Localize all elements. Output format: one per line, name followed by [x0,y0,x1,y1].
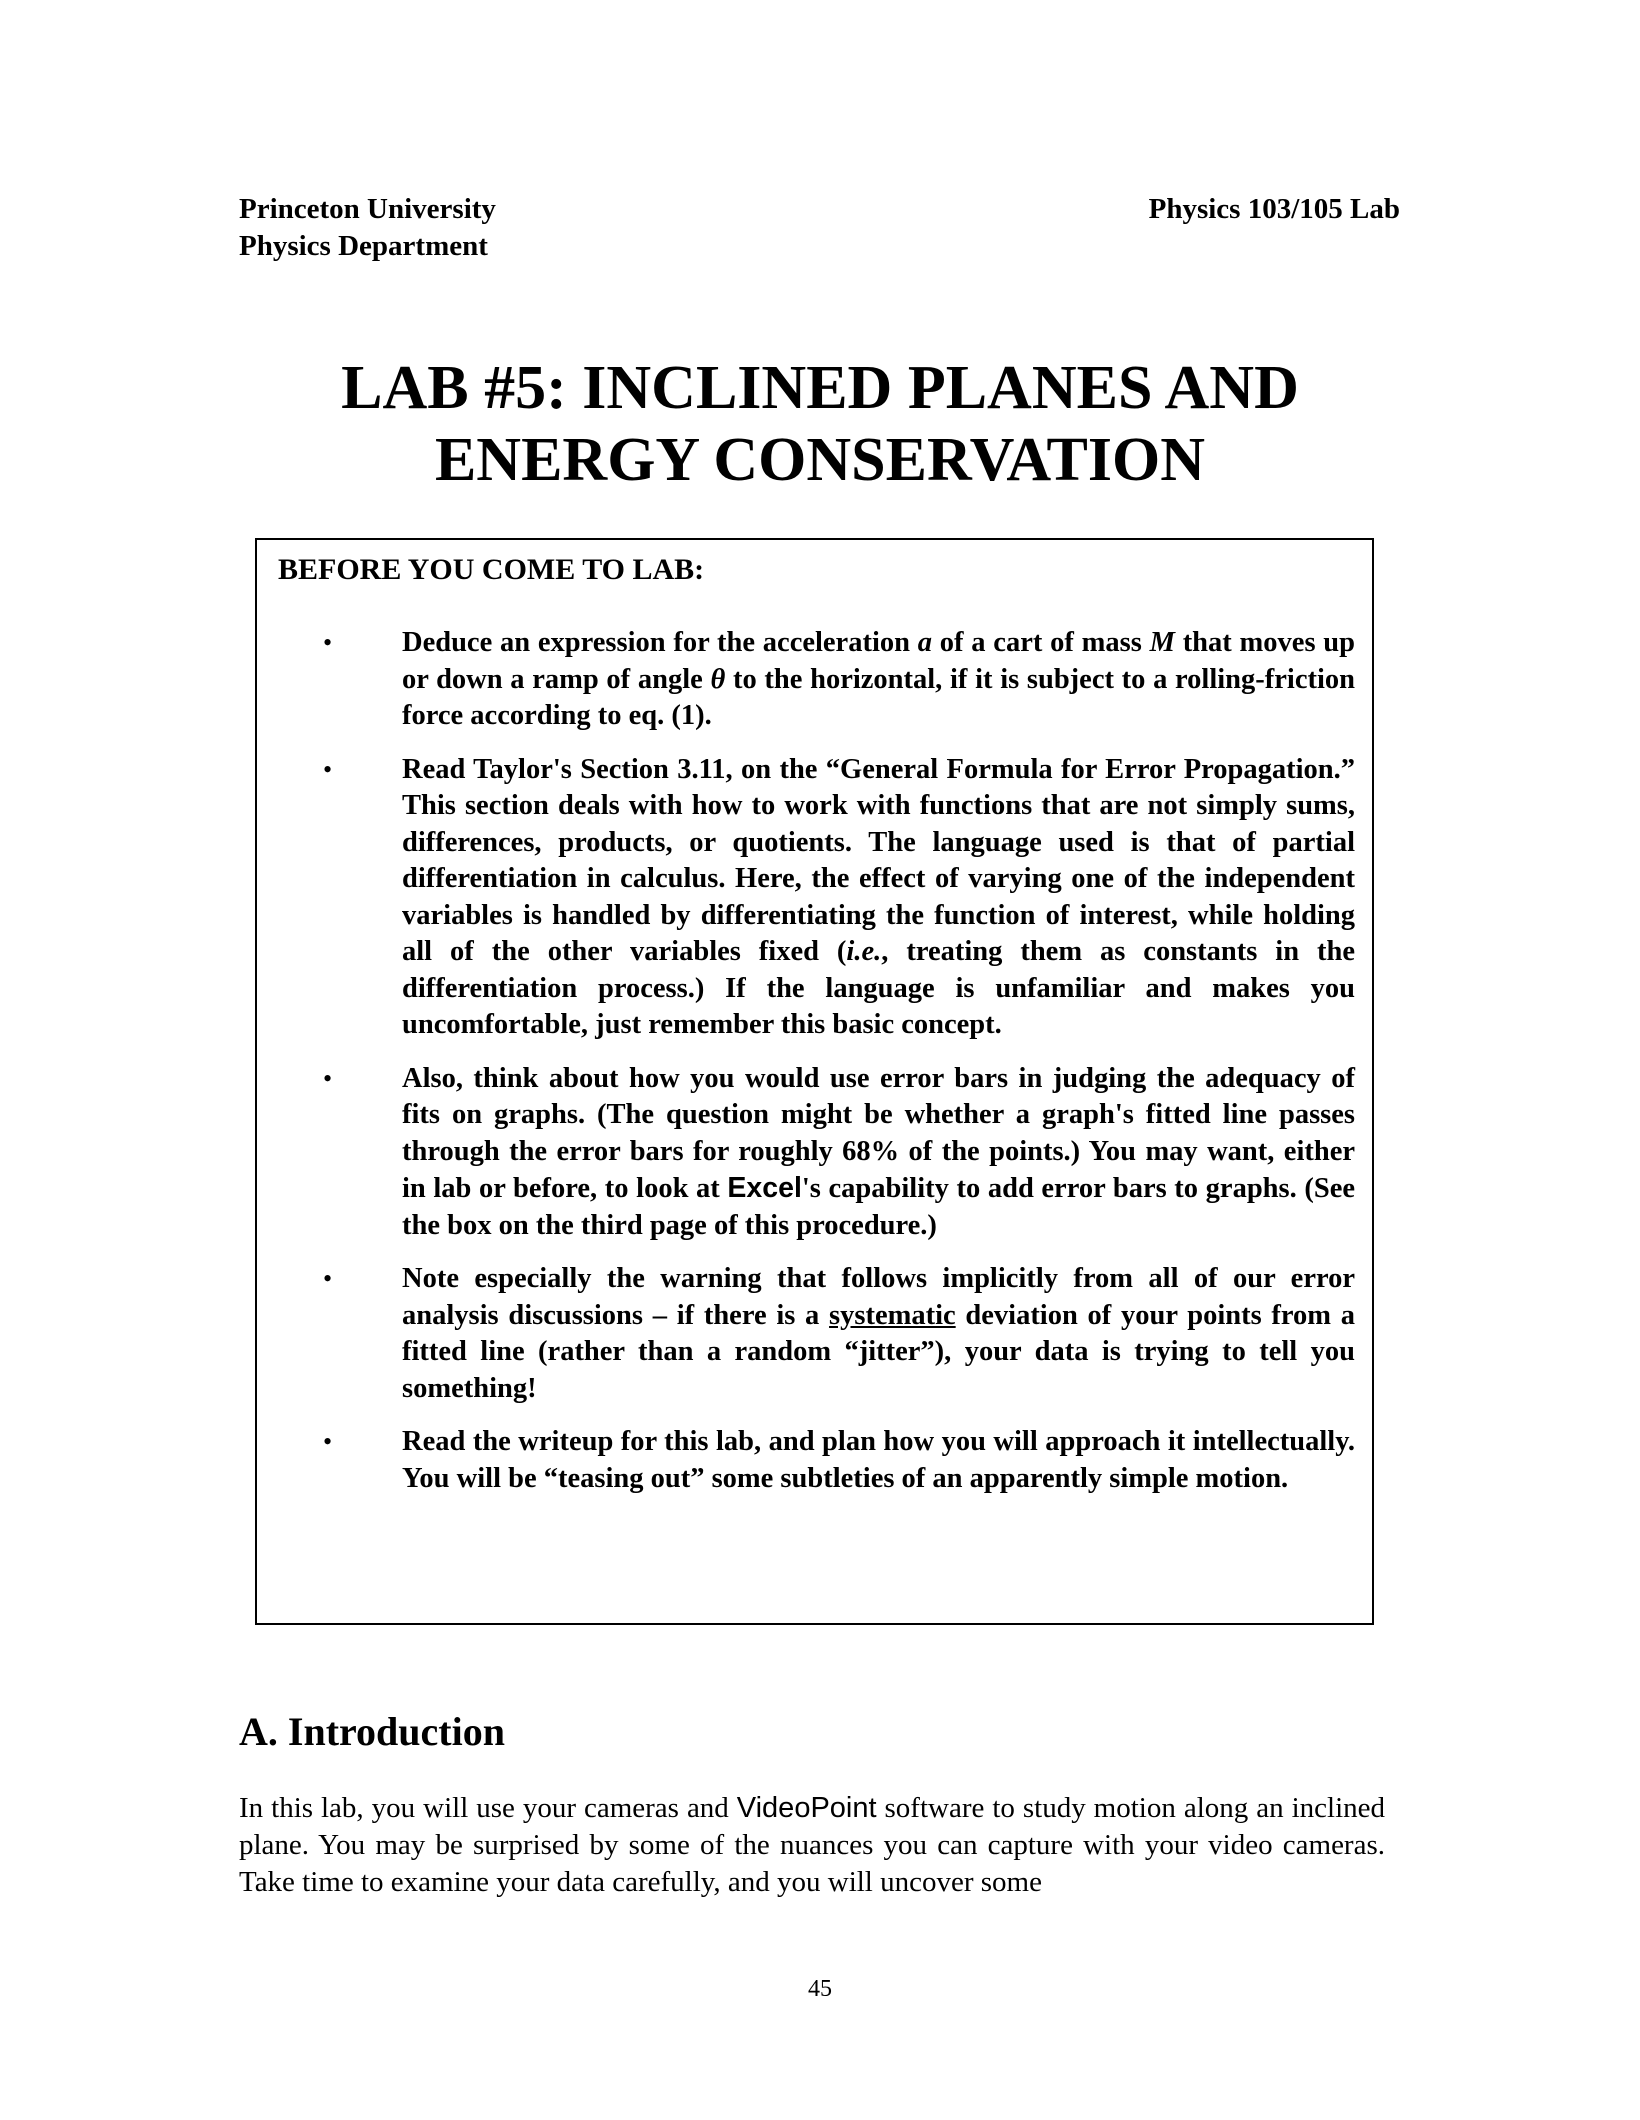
before-lab-box [255,538,1374,1625]
box-heading: BEFORE YOU COME TO LAB: [278,553,705,586]
list-item [257,752,1372,1044]
page-title [239,352,1401,496]
videopoint-name: VideoPoint [736,1792,877,1824]
list-item [257,1061,1372,1245]
list-item [257,625,1372,735]
bullet-text: Also, think about how you would use error bars in judging the adequacy of fits on graphs. (The question might be whether a graph's fitted line passes through the error bars for roughly 68% of the points.) You may want, either in lab or before, to look at Excel's capability to add error bars to graphs. (See the box on the third page of this procedure.) [402,1062,1355,1241]
title-line-2: ENERGY CONSERVATION [434,426,1206,494]
section-heading: A. Introduction [239,1709,505,1754]
bullet-text: Deduce an expression for the acceleration a of a cart of mass M that moves up or down a ramp of angle θ to the horizontal, if it is subject to a rolling-friction force according to eq. (1). [402,627,1356,731]
bullet-icon: • [323,628,333,657]
bullet-icon: • [323,1264,333,1293]
prelab-list [257,625,1372,1514]
institution: Princeton University [239,193,496,225]
header-left [239,191,496,265]
bullet-icon: • [323,1427,333,1456]
bullet-icon: • [323,1063,333,1093]
bullet-text: Read the writeup for this lab, and plan how you will approach it intellectually. You will be “teasing out” some subtleties of an apparently simple motion. [402,1426,1355,1494]
department: Physics Department [239,230,488,262]
course-label: Physics 103/105 Lab [1148,193,1400,225]
excel-name: Excel [727,1172,802,1204]
bullet-text: Note especially the warning that follows implicitly from all of our error analysis discussions – if there is a systematic deviation of your points from a fitted line (rather than a random “jitter”), your data is trying to tell you something! [402,1263,1355,1404]
bullet-text: Read Taylor's Section 3.11, on the “General Formula for Error Propagation.” This section deals with how to work with functions that are not simply sums, differences, products, or quotients. The language used is that of partial differentiation in calculus. Here, the effect of varying one of the independent variables is handled by differentiating the function of interest, while holding all of the other variables fixed (i.e., treating them as constants in the differentiation process.) If the language is unfamiliar and makes you uncomfortable, just remember this basic concept. [402,753,1355,1040]
list-item [257,1424,1372,1497]
bullet-icon: • [323,754,333,784]
list-item [257,1261,1372,1407]
title-line-1: LAB #5: INCLINED PLANES AND [341,354,1299,422]
page-number: 45 [808,1976,832,2002]
intro-paragraph: In this lab, you will use your cameras and VideoPoint software to study motion along an inclined plane. You may be surprised by some of the nuances you can capture with your video cameras. Take time to examine your data carefully, and you will uncover some [239,1792,1385,1898]
